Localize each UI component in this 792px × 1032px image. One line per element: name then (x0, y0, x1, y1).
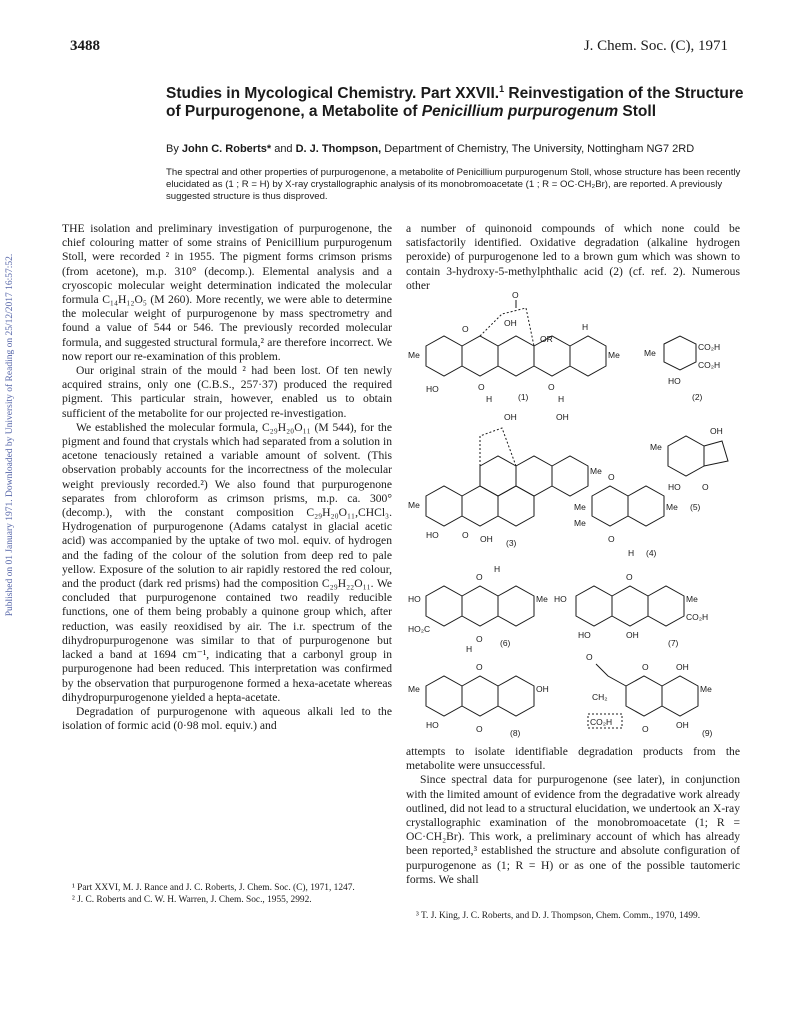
structure-4 (574, 472, 678, 558)
or-group: OR (540, 334, 553, 344)
authors-by: By (166, 143, 182, 155)
me-group: Me (408, 350, 420, 360)
co2h-group: CO₂H (698, 342, 721, 352)
oh-group: OH (676, 662, 689, 672)
paragraph: Our original strain of the mould ² had been lost. Of ten newly acquired strains, only one (C.B.S., 257·37) produced the required pigment. This particular strain, however, enabled us to obtain sufficient of the metabolite for our projected re-investigation. (62, 364, 392, 420)
paragraph: Degradation of purpurogenone with aqueous alkali led to the isolation of formic acid (0·98 mol. equiv.) and (62, 704, 392, 733)
oxygen: O (512, 290, 519, 300)
authors-and: and (271, 143, 296, 155)
oxygen: O (608, 534, 615, 544)
oxygen: O (642, 662, 649, 672)
oxygen: O (462, 324, 469, 334)
oxygen: O (626, 572, 633, 582)
oh-group: OH (676, 720, 689, 730)
oxygen: O (476, 724, 483, 734)
author-line (166, 143, 756, 155)
paragraph: We established the molecular formula, C₂₉H₂₀O₁₁ (M 544), for the pigment and found that crystals which had separated from a solution in acetone tenaciously retained a variable amount of solvent. (This observation probably accounts for the incorrectness of the molecular weight previously recorded.²) We also found that purpurogenone separates from chloroform as crimson prisms, m.p. ca. 300° (decomp.), with the constant composition C₂₉H₂₀O₁₁,CHCl₃. Hydrogenation of purpurogenone (Adams catalyst in glacial acetic acid) was accompanied by the uptake of two mol. equiv. of hydrogen and the fading of the colour of the solution from deep red to pale yellow. Exposure of the solution to air rapidly restored the red colour, and the product (dark red prisms) had the composition C₂₉H₂₂O₁₁. We concluded that purpurogenone contained two readily reducible functions, one of them being probably a quinone group which, after reduction, was easily reoxidised by air. The i.r. spectrum of the dihydropurpurogenone was similar to that of purpurogenone but lacked a band at 1694 cm⁻¹, indicating that a carbonyl group in purpurogenone had been reduced. This interpretation was confirmed by the observation that purpurogenone formed a hexa-acetate whereas dihydropurpurogenone yielded a hepta-acetate. (62, 420, 392, 704)
footnote: ² J. C. Roberts and C. W. H. Warren, J. Chem. Soc., 1955, 2992. (72, 894, 312, 905)
compound-label-9: (9) (702, 728, 713, 738)
me-group: Me (666, 502, 678, 512)
footnotes-right (406, 911, 740, 923)
compound-label-7: (7) (668, 638, 679, 648)
ch2-group: CH₂ (592, 692, 608, 702)
ho-group: HO (408, 594, 421, 604)
me-group: Me (536, 594, 548, 604)
me-group: Me (700, 684, 712, 694)
me-group: Me (408, 684, 420, 694)
title-species: Penicillium purpurogenum (421, 103, 619, 121)
title-part2: Reinvestigation of the Structure of Purpurogenone, a Metabolite of (166, 85, 744, 121)
paragraph: a number of quinonoid compounds of which none could be satisfactorily identified. Oxidative degradation (alkaline hydrogen peroxide) of purpurogenone led to a brown gum which was shown to contain 3-hydroxy-5-methylphthalic acid (2) (cf. ref. 2). Numerous other (406, 222, 740, 292)
co2h-group: CO₂H (686, 612, 709, 622)
oh-group: OH (626, 630, 639, 640)
oxygen: O (702, 482, 709, 492)
me-group: Me (408, 500, 420, 510)
me-group: Me (590, 466, 602, 476)
right-column-bottom (406, 745, 740, 887)
ho2c-group: HO₂C (408, 624, 431, 634)
me-group: Me (574, 518, 586, 528)
right-column-top (406, 222, 740, 293)
author-1: John C. Roberts (181, 143, 267, 155)
structure-7 (554, 572, 708, 648)
ho-group: HO (578, 630, 591, 640)
ho-group: HO (426, 384, 439, 394)
structure-6 (408, 564, 548, 654)
chemical-structures-figure (406, 290, 740, 742)
structure-drawings (406, 290, 740, 742)
compound-label-6: (6) (500, 638, 511, 648)
oxygen: O (476, 662, 483, 672)
oh-group: OH (480, 534, 493, 544)
oxygen: O (642, 724, 649, 734)
paragraph: attempts to isolate identifiable degradation products from the metabolite were unsuccessful. (406, 745, 740, 773)
oh-group: OH (504, 318, 517, 328)
oh-group: OH (556, 412, 569, 422)
title-part1: Studies in Mycological Chemistry. Part XXVII. (166, 85, 500, 103)
affiliation: Department of Chemistry, The University, Nottingham NG7 2RD (381, 143, 695, 155)
structure-3 (408, 412, 602, 548)
author-2: D. J. Thompson, (295, 143, 382, 155)
me-group: Me (574, 502, 586, 512)
page-number: 3488 (70, 38, 100, 54)
structure-9 (586, 652, 713, 738)
title-part3: Stoll (618, 103, 656, 121)
ho-group: HO (668, 376, 681, 386)
paragraph: THE isolation and preliminary investigation of purpurogenone, the chief colouring matter of some strains of Penicillium purpurogenum Stoll, were recorded ² in 1955. The pigment forms crimson prisms (from acetone), m.p. 310° (decomp.). Elemental analysis and a cryoscopic molecular weight determination indicated the molecular formula C₁₄H₁₂O₅ (M 260). More recently, we were able to determine the molecular weight of purpurogenone by mass spectrometry and found a value of 544 or 546. The previously recorded molecular formula, and suggested structural formula,² are therefore incorrect. We now report our re-examination of this problem. (62, 222, 392, 363)
compound-label-4: (4) (646, 548, 657, 558)
me-group: Me (650, 442, 662, 452)
h-atom: H (558, 394, 565, 404)
compound-label-5: (5) (690, 502, 701, 512)
oh-group: OH (710, 426, 723, 436)
footnote: ¹ Part XXVI, M. J. Rance and J. C. Roberts, J. Chem. Soc. (C), 1971, 1247. (72, 883, 355, 893)
journal-header: J. Chem. Soc. (C), 1971 (583, 38, 728, 54)
title-footnote-mark: 1 (499, 84, 505, 94)
oxygen: O (548, 382, 555, 392)
me-group: Me (644, 348, 656, 358)
paragraph: Since spectral data for purpurogenone (see later), in conjunction with the limited amount of evidence from the degradative work already outlined, did not lead to a structural elucidation, we undertook an X-ray crystallographic examination of the monobromoacetate (1; R = OC·CH₂Br). This work, a preliminary account of which has already been reported,³ established the structure and absolute configuration of purpurogenone as (1; R = H) or as one of the possible tautomeric forms. We shall (406, 773, 740, 886)
author-1-mark: * (266, 143, 272, 155)
abstract: The spectral and other properties of purpurogenone, a metabolite of Penicillium purpurogenum Stoll, whose structure has been recently elucidated as (1 ; R = H) by X-ray crystallographic analysis of its monobromoacetate (1 ; R = OC·CH₂Br), are reported. A previously suggested structure is thus disproved. (166, 167, 741, 202)
oxygen: O (586, 652, 593, 662)
co2h-group: CO₂H (590, 717, 613, 727)
oxygen: O (476, 634, 483, 644)
compound-label-1: (1) (518, 392, 529, 402)
compound-label-8: (8) (510, 728, 521, 738)
download-watermark (2, 210, 18, 660)
ho-group: HO (554, 594, 567, 604)
oxygen: O (476, 572, 483, 582)
h-atom: H (582, 322, 589, 332)
co2h-group: CO₂H (698, 360, 721, 370)
me-group: Me (686, 594, 698, 604)
oxygen: O (462, 530, 469, 540)
compound-label-3: (3) (506, 538, 517, 548)
footnotes-left (62, 883, 392, 906)
structure-5 (650, 426, 728, 512)
article-title (166, 80, 746, 121)
me-group: Me (608, 350, 620, 360)
ho-group: HO (426, 530, 439, 540)
structure-1 (408, 290, 620, 404)
structure-8 (408, 662, 549, 738)
compound-label-2: (2) (692, 392, 703, 402)
h-atom: H (494, 564, 501, 574)
ho-group: HO (426, 720, 439, 730)
oxygen: O (608, 472, 615, 482)
structure-2 (644, 336, 720, 402)
oh-group: OH (504, 412, 517, 422)
oh-group: OH (536, 684, 549, 694)
h-atom: H (466, 644, 473, 654)
left-column (62, 222, 392, 733)
h-atom: H (628, 548, 635, 558)
watermark-text: Published on 01 January 1971. Downloaded by University of Reading on 25/12/2017 16:57:52. (5, 253, 15, 617)
oxygen: O (478, 382, 485, 392)
footnote: ³ T. J. King, J. C. Roberts, and D. J. Thompson, Chem. Comm., 1970, 1499. (416, 911, 701, 921)
h-atom: H (486, 394, 493, 404)
ho-group: HO (668, 482, 681, 492)
